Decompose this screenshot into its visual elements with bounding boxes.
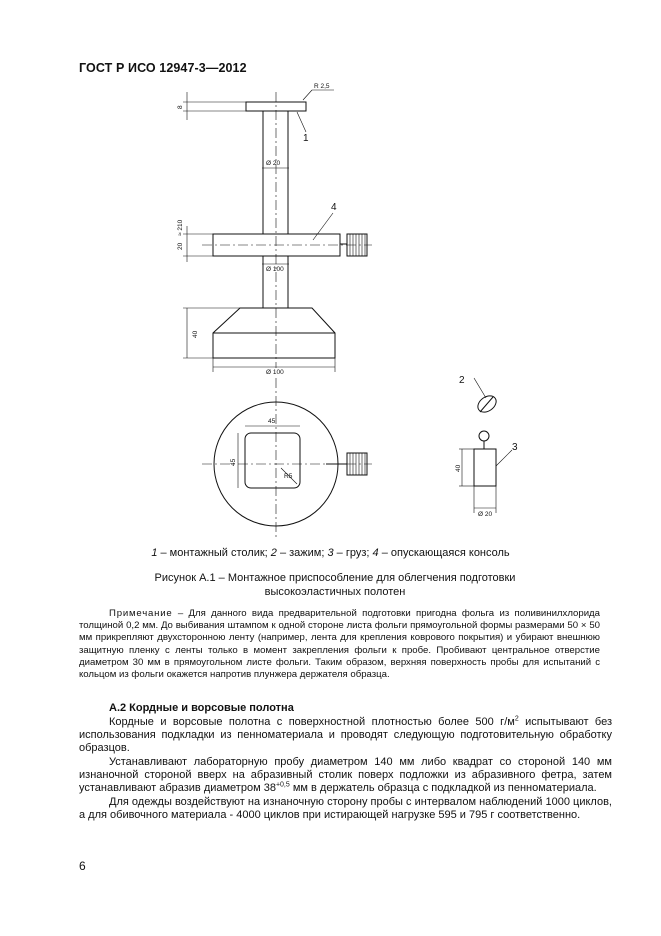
dim-d20-small: Ø 20: [478, 511, 493, 518]
document-header: ГОСТ Р ИСО 12947-3—2012: [79, 61, 247, 75]
dim-d100-lower: Ø 100: [266, 369, 284, 376]
dim-h20: 20: [177, 242, 184, 250]
hook-ring: [479, 431, 489, 441]
dim-d20-upper: Ø 20: [266, 160, 281, 167]
note-paragraph: Примечание – Для данного вида предварительной подготовки пригодна фольга из поливинилхлорида толщиной 0,2 мм. До выбивания штампом к одной стороне листа фольги прямоугольной формы размерами 50 × 50 мм прикрепляют двухсторонною ленту (например, лента для крепления коврового покрытия) и убирают внешнюю защитную пленку с ленты только в момент закрепления фольги к пробе. Пробивают центральное отверстие диаметром 30 мм в прямоугольном листе фольги. Таким образом, верхняя поверхность пробы для испытаний с кольцом из фольги окажется напротив плунжера держателя образца.: [79, 608, 600, 681]
dim-d100-upper: Ø 100: [266, 266, 284, 273]
paragraph-1: Кордные и ворсовые полотна с поверхностной плотностью более 500 $г/м^2$ испытывают без использования подкладки из пенноматериала и проводят следующую подготовительную обработку образцов.: [79, 715, 613, 755]
dim-h40-small: 40: [455, 464, 462, 472]
figure-legend: 1 – монтажный столик; 2 – зажим; 3 – груз; 4 – опускающаяся консоль: [151, 547, 510, 559]
dim-h40: 40: [192, 330, 199, 338]
dim-r25: R 2,5: [314, 83, 330, 90]
page-number: 6: [79, 859, 86, 873]
dim-h210: ≈ 210: [177, 219, 184, 236]
callout-1: 1: [303, 133, 309, 144]
callout-2: 2: [459, 375, 465, 386]
callout-4: 4: [331, 202, 337, 213]
paragraph-2: Устанавливают лабораторную пробу диаметром 140 мм либо квадрат со стороной 140 мм изнаночной стороной вверх на абразивный столик поверх подложки из абразивного фетра, затем устанавливают абразив диаметром $38^{+0,5}$ мм в держатель образца с подкладкой из пенноматериала.: [79, 756, 612, 795]
dim-h45: 45: [230, 458, 237, 466]
figure-caption: Рисунок А.1 – Монтажное приспособление для облегчения подготовки высокоэластичных полотен: [154, 572, 516, 598]
dim-h8: 8: [177, 105, 184, 109]
dim-w45: 45: [268, 418, 276, 425]
callout-3: 3: [512, 442, 518, 453]
section-heading: А.2 Кордные и ворсовые полотна: [109, 702, 294, 714]
small-weight: [474, 449, 496, 486]
dim-r5: R5: [284, 473, 293, 480]
paragraph-3: Для одежды воздействуют на изнаночную сторону пробы с интервалом наблюдений 1000 циклов, а для обивочного материала - 4000 циклов при истирающей нагрузке 595 и 795 г соответственно.: [79, 796, 612, 822]
